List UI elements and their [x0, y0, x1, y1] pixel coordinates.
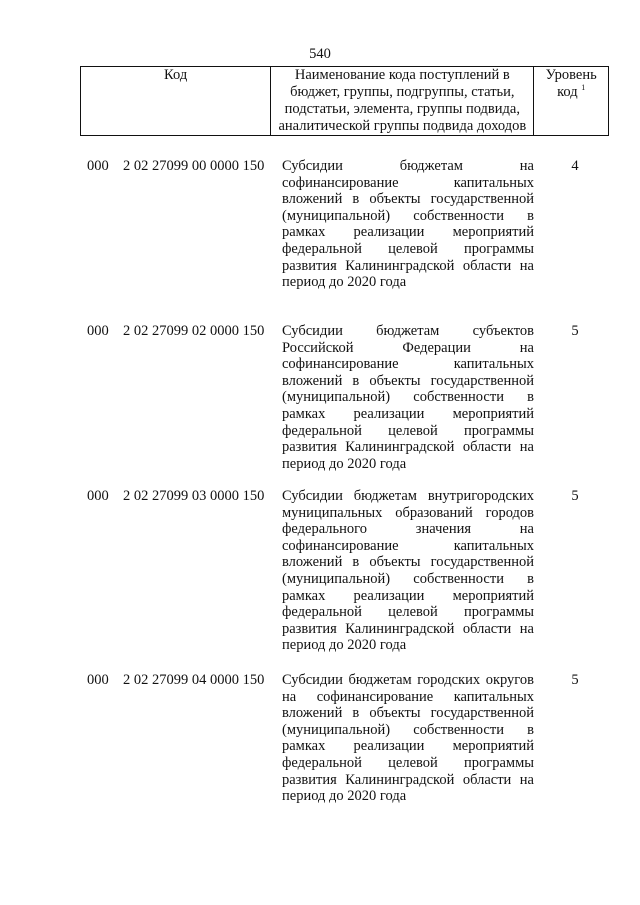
row-budget-code: 2 02 27099 03 0000 150 [123, 488, 265, 504]
header-level [534, 67, 609, 136]
row-name: Субсидии бюджетам внутригородских муниципальных образований городов федерального значения на софинансирование капитальных вложений в объекты государственной (муниципальной) собственности в рамках реализации мероприятий федеральной целевой программы развития Калининградской области на период до 2020 года [282, 488, 534, 654]
row-level: 5 [571, 323, 579, 339]
row-admin-code: 000 [87, 158, 109, 174]
row-name: Субсидии бюджетам на софинансирование капитальных вложений в объекты государственной (муниципальной) собственности в рамках реализации мероприятий федеральной целевой программы развития Калининградской области на период до 2020 года [282, 158, 534, 291]
row-level: 5 [571, 488, 579, 504]
table-row [0, 323, 640, 488]
row-admin-code: 000 [87, 323, 109, 339]
row-budget-code: 2 02 27099 04 0000 150 [123, 672, 265, 688]
header-level-footnote: 1 [581, 83, 586, 93]
row-admin-code: 000 [87, 488, 109, 504]
row-name: Субсидии бюджетам городских округов на софинансирование капитальных вложений в объекты государственной (муниципальной) собственности в рамках реализации мероприятий федеральной целевой программы развития Калининградской области на период до 2020 года [282, 672, 534, 805]
table-header [80, 66, 609, 136]
header-name: Наименование кода поступлений в бюджет, группы, подгруппы, статьи, подстатьи, элемента, группы подвида, аналитической группы подвида доходов [271, 67, 534, 136]
row-level: 5 [571, 672, 579, 688]
table-row [0, 158, 640, 323]
table-row [0, 672, 640, 822]
table-body [0, 158, 640, 822]
row-level: 4 [571, 158, 579, 174]
row-name: Субсидии бюджетам субъектов Российской Федерации на софинансирование капитальных вложений в объекты государственной (муниципальной) собственности в рамках реализации мероприятий федеральной целевой программы развития Калининградской области на период до 2020 года [282, 323, 534, 472]
table-row [0, 488, 640, 672]
page-number: 540 [309, 46, 331, 62]
row-budget-code: 2 02 27099 00 0000 150 [123, 158, 265, 174]
row-budget-code: 2 02 27099 02 0000 150 [123, 323, 265, 339]
header-code: Код [81, 67, 271, 136]
header-level-label: Уровень код [545, 67, 597, 100]
row-admin-code: 000 [87, 672, 109, 688]
